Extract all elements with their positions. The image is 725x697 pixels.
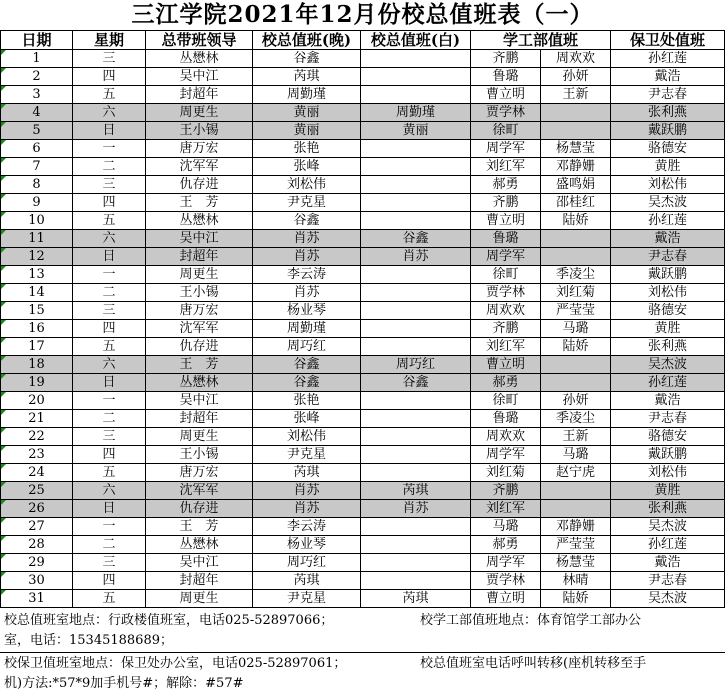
table-cell: 周更生 (146, 104, 253, 122)
table-cell: 丛懋林 (146, 374, 253, 392)
table-cell: 周欢欢 (471, 302, 541, 320)
table-cell: 孙红莲 (611, 374, 725, 392)
table-cell: 芮琪 (253, 464, 361, 482)
table-cell: 肖苏 (253, 284, 361, 302)
table-cell: 戴跃鹏 (611, 446, 725, 464)
table-row (1, 464, 725, 482)
table-row (1, 374, 725, 392)
table-cell: 黄丽 (253, 122, 361, 140)
table-cell: 刘红军 (471, 500, 541, 518)
table-cell: 五 (73, 212, 146, 230)
table-cell (541, 500, 611, 518)
table-cell: 周勤瑾 (253, 320, 361, 338)
table-row (1, 590, 725, 608)
table-cell: 王新 (541, 86, 611, 104)
note-call-forward: 校总值班室电话呼叫转移(座机转移至手 (420, 656, 647, 671)
table-cell: 黄胜 (611, 158, 725, 176)
table-cell: 四 (73, 446, 146, 464)
table-cell (361, 212, 471, 230)
table-cell: 三 (73, 554, 146, 572)
table-cell: 六 (73, 104, 146, 122)
table-cell: 唐万宏 (146, 464, 253, 482)
table-cell: 肖苏 (253, 230, 361, 248)
table-cell: 1 (1, 50, 73, 68)
table-cell: 郝勇 (471, 176, 541, 194)
table-cell: 曹立明 (471, 86, 541, 104)
table-row (1, 518, 725, 536)
table-cell: 一 (73, 518, 146, 536)
table-cell: 徐町 (471, 122, 541, 140)
table-cell: 6 (1, 140, 73, 158)
table-cell: 张峰 (253, 158, 361, 176)
note-student-affairs: 校学工部值班地点：体育馆学工部办公 (420, 613, 642, 628)
table-cell: 周欢欢 (471, 428, 541, 446)
table-cell: 邓静姗 (541, 518, 611, 536)
table-cell: 唐万宏 (146, 302, 253, 320)
table-cell: 周巧红 (253, 554, 361, 572)
table-cell: 芮琪 (361, 482, 471, 500)
table-cell: 20 (1, 392, 73, 410)
table-cell: 马璐 (541, 446, 611, 464)
table-cell: 尹志春 (611, 572, 725, 590)
table-cell: 周巧红 (253, 338, 361, 356)
table-cell (361, 86, 471, 104)
table-cell: 肖苏 (253, 500, 361, 518)
table-cell: 日 (73, 500, 146, 518)
table-cell (361, 194, 471, 212)
table-cell (361, 518, 471, 536)
table-cell (361, 392, 471, 410)
table-cell: 马璐 (471, 518, 541, 536)
table-cell: 封超年 (146, 572, 253, 590)
table-cell: 31 (1, 590, 73, 608)
table-cell: 杨慧莹 (541, 140, 611, 158)
table-cell: 12 (1, 248, 73, 266)
table-row (1, 572, 725, 590)
header-duty-night: 校总值班(晚) (253, 31, 361, 50)
table-cell: 张艳 (253, 140, 361, 158)
table-cell: 五 (73, 464, 146, 482)
table-cell: 二 (73, 410, 146, 428)
table-cell: 王新 (541, 428, 611, 446)
table-cell: 王 芳 (146, 518, 253, 536)
table-cell: 六 (73, 482, 146, 500)
table-cell: 28 (1, 536, 73, 554)
note-security-office: 校保卫值班室地点：保卫处办公室，电话025-52897061； (4, 656, 347, 671)
table-cell: 23 (1, 446, 73, 464)
table-cell: 林晴 (541, 572, 611, 590)
table-cell (361, 410, 471, 428)
table-cell (361, 428, 471, 446)
table-cell: 郝勇 (471, 374, 541, 392)
table-cell: 尹志春 (611, 86, 725, 104)
table-cell: 鲁璐 (471, 230, 541, 248)
table-cell: 25 (1, 482, 73, 500)
table-cell: 三 (73, 302, 146, 320)
table-cell: 周学军 (471, 446, 541, 464)
table-cell: 黄胜 (611, 482, 725, 500)
table-cell: 封超年 (146, 248, 253, 266)
table-row (1, 428, 725, 446)
table-cell: 张利燕 (611, 500, 725, 518)
table-cell: 张峰 (253, 410, 361, 428)
table-row (1, 500, 725, 518)
table-cell: 四 (73, 68, 146, 86)
table-cell: 唐万宏 (146, 140, 253, 158)
table-cell: 周勤瑾 (253, 86, 361, 104)
table-cell: 21 (1, 410, 73, 428)
table-cell (361, 446, 471, 464)
table-cell: 徐町 (471, 392, 541, 410)
table-row (1, 482, 725, 500)
note-duty-office (4, 611, 374, 651)
table-cell (361, 320, 471, 338)
table-cell: 吴中江 (146, 230, 253, 248)
table-cell: 谷鑫 (253, 374, 361, 392)
table-cell: 四 (73, 320, 146, 338)
table-row (1, 104, 725, 122)
table-cell: 严莹莹 (541, 302, 611, 320)
table-cell: 9 (1, 194, 73, 212)
table-cell: 22 (1, 428, 73, 446)
table-cell: 周更生 (146, 428, 253, 446)
table-cell: 10 (1, 212, 73, 230)
table-cell: 陆娇 (541, 212, 611, 230)
table-cell: 邵桂红 (541, 194, 611, 212)
table-cell: 三 (73, 50, 146, 68)
table-cell: 贾学林 (471, 284, 541, 302)
table-cell: 孙红莲 (611, 212, 725, 230)
note-duty-office-text: 校总值班室地点：行政楼值班室，电话025-52897066； (4, 613, 334, 628)
table-cell: 4 (1, 104, 73, 122)
table-cell (361, 536, 471, 554)
table-cell (361, 572, 471, 590)
note-call-forward-method: 机)方法:*57*9加手机号#；解除：#57# (4, 676, 244, 691)
table-cell: 19 (1, 374, 73, 392)
table-cell: 曹立明 (471, 590, 541, 608)
table-cell: 仇存进 (146, 176, 253, 194)
table-cell: 黄丽 (361, 122, 471, 140)
table-cell (361, 266, 471, 284)
header-security: 保卫处值班 (611, 31, 725, 50)
table-row (1, 248, 725, 266)
table-cell: 封超年 (146, 410, 253, 428)
table-cell: 吴杰波 (611, 518, 725, 536)
table-cell: 戴浩 (611, 554, 725, 572)
table-cell: 3 (1, 86, 73, 104)
table-cell (361, 158, 471, 176)
table-cell: 四 (73, 572, 146, 590)
table-cell (541, 104, 611, 122)
table-cell: 齐鹏 (471, 320, 541, 338)
table-cell (361, 464, 471, 482)
table-cell: 刘松伟 (611, 284, 725, 302)
table-cell: 16 (1, 320, 73, 338)
table-cell: 二 (73, 536, 146, 554)
table-cell: 王小锡 (146, 122, 253, 140)
table-cell: 仇存进 (146, 338, 253, 356)
table-cell: 周学军 (471, 248, 541, 266)
table-cell: 肖苏 (361, 500, 471, 518)
table-row (1, 158, 725, 176)
table-cell: 戴跃鹏 (611, 122, 725, 140)
table-cell: 五 (73, 590, 146, 608)
table-cell: 五 (73, 338, 146, 356)
table-cell (541, 482, 611, 500)
table-cell: 五 (73, 86, 146, 104)
table-cell: 戴浩 (611, 68, 725, 86)
table-cell: 吴中江 (146, 68, 253, 86)
header-weekday: 星期 (73, 31, 146, 50)
table-cell: 周学军 (471, 554, 541, 572)
table-cell: 一 (73, 266, 146, 284)
table-cell: 王 芳 (146, 194, 253, 212)
table-cell: 18 (1, 356, 73, 374)
table-cell: 孙妍 (541, 68, 611, 86)
table-cell: 24 (1, 464, 73, 482)
table-cell: 三 (73, 428, 146, 446)
page-title: 三江学院2021年12月份校总值班表（一） (131, 1, 594, 28)
table-cell: 周勤瑾 (361, 104, 471, 122)
table-cell: 芮琪 (361, 590, 471, 608)
table-cell: 贾学林 (471, 104, 541, 122)
header-student-affairs: 学工部值班 (471, 31, 611, 50)
table-row (1, 68, 725, 86)
table-cell: 沈军军 (146, 158, 253, 176)
table-cell: 谷鑫 (361, 230, 471, 248)
table-cell: 一 (73, 140, 146, 158)
table-row (1, 140, 725, 158)
table-cell: 戴浩 (611, 230, 725, 248)
table-row (1, 230, 725, 248)
table-cell: 谷鑫 (253, 212, 361, 230)
note-student-phone: 室，电话：15345188689； (4, 633, 173, 648)
table-cell: 丛懋林 (146, 50, 253, 68)
table-cell: 一 (73, 392, 146, 410)
table-cell (541, 356, 611, 374)
table-cell (361, 338, 471, 356)
table-cell: 谷鑫 (253, 356, 361, 374)
table-cell: 刘红军 (471, 338, 541, 356)
table-cell: 杨慧莹 (541, 554, 611, 572)
table-cell: 盛鸣娟 (541, 176, 611, 194)
table-row (1, 536, 725, 554)
table-cell: 仇存进 (146, 500, 253, 518)
table-cell: 肖苏 (253, 248, 361, 266)
table-row (1, 446, 725, 464)
table-cell: 鲁璐 (471, 68, 541, 86)
table-cell: 张利燕 (611, 338, 725, 356)
table-cell: 周巧红 (361, 356, 471, 374)
duty-schedule-table (0, 30, 725, 608)
table-cell: 刘红军 (471, 158, 541, 176)
table-cell: 吴中江 (146, 554, 253, 572)
table-cell: 周更生 (146, 266, 253, 284)
header-leader: 总带班领导 (146, 31, 253, 50)
table-cell (361, 176, 471, 194)
table-row (1, 338, 725, 356)
header-duty-day: 校总值班(白) (361, 31, 471, 50)
table-cell: 14 (1, 284, 73, 302)
table-cell: 周更生 (146, 590, 253, 608)
table-cell: 王小锡 (146, 446, 253, 464)
table-cell: 赵宁虎 (541, 464, 611, 482)
table-cell: 周学军 (471, 140, 541, 158)
table-cell (361, 554, 471, 572)
table-cell: 8 (1, 176, 73, 194)
table-cell: 11 (1, 230, 73, 248)
table-cell: 骆德安 (611, 140, 725, 158)
table-row (1, 356, 725, 374)
table-cell: 骆德安 (611, 428, 725, 446)
table-cell: 谷鑫 (361, 374, 471, 392)
table-cell: 四 (73, 194, 146, 212)
table-cell: 尹志春 (611, 410, 725, 428)
table-cell: 郝勇 (471, 536, 541, 554)
table-cell: 陆娇 (541, 590, 611, 608)
table-cell: 三 (73, 176, 146, 194)
table-cell (361, 68, 471, 86)
table-cell: 吴中江 (146, 392, 253, 410)
table-cell: 芮琪 (253, 572, 361, 590)
table-cell: 丛懋林 (146, 536, 253, 554)
table-cell: 13 (1, 266, 73, 284)
table-cell: 徐町 (471, 266, 541, 284)
table-cell: 15 (1, 302, 73, 320)
table-cell: 马璐 (541, 320, 611, 338)
table-cell: 李云涛 (253, 518, 361, 536)
table-cell: 二 (73, 158, 146, 176)
table-row (1, 302, 725, 320)
table-cell (361, 302, 471, 320)
table-cell: 沈军军 (146, 320, 253, 338)
table-cell: 芮琪 (253, 68, 361, 86)
table-cell: 杨业琴 (253, 302, 361, 320)
table-cell: 六 (73, 230, 146, 248)
table-cell: 刘红菊 (541, 284, 611, 302)
header-date: 日期 (1, 31, 73, 50)
table-cell: 黄丽 (253, 104, 361, 122)
table-cell: 张艳 (253, 392, 361, 410)
table-cell: 齐鹏 (471, 194, 541, 212)
table-cell: 谷鑫 (253, 50, 361, 68)
table-cell: 鲁璐 (471, 410, 541, 428)
table-cell: 陆娇 (541, 338, 611, 356)
table-cell: 日 (73, 374, 146, 392)
table-row (1, 176, 725, 194)
table-cell: 齐鹏 (471, 482, 541, 500)
table-cell: 李云涛 (253, 266, 361, 284)
table-cell: 骆德安 (611, 302, 725, 320)
table-cell: 26 (1, 500, 73, 518)
table-cell: 30 (1, 572, 73, 590)
table-cell: 邓静姗 (541, 158, 611, 176)
table-cell: 严莹莹 (541, 536, 611, 554)
table-cell: 日 (73, 122, 146, 140)
table-cell: 沈军军 (146, 482, 253, 500)
table-row (1, 86, 725, 104)
table-cell: 二 (73, 284, 146, 302)
table-row (1, 122, 725, 140)
table-cell (541, 374, 611, 392)
table-cell: 孙红莲 (611, 536, 725, 554)
table-cell: 2 (1, 68, 73, 86)
table-cell: 27 (1, 518, 73, 536)
table-header-row (1, 31, 725, 50)
table-cell: 封超年 (146, 86, 253, 104)
table-cell: 王小锡 (146, 284, 253, 302)
table-cell: 周欢欢 (541, 50, 611, 68)
table-cell: 曹立明 (471, 212, 541, 230)
table-cell: 丛懋林 (146, 212, 253, 230)
table-cell: 吴杰波 (611, 590, 725, 608)
table-cell: 杨业琴 (253, 536, 361, 554)
table-cell: 孙红莲 (611, 50, 725, 68)
table-cell: 日 (73, 248, 146, 266)
table-cell: 王 芳 (146, 356, 253, 374)
table-row (1, 212, 725, 230)
divider (0, 652, 725, 653)
table-cell: 7 (1, 158, 73, 176)
table-row (1, 284, 725, 302)
table-cell: 刘红菊 (471, 464, 541, 482)
table-cell: 17 (1, 338, 73, 356)
table-cell (361, 284, 471, 302)
table-cell: 尹克星 (253, 590, 361, 608)
table-cell: 刘松伟 (253, 176, 361, 194)
table-cell: 刘松伟 (611, 176, 725, 194)
table-cell: 季凌尘 (541, 266, 611, 284)
table-row (1, 320, 725, 338)
notes-section (0, 611, 725, 697)
table-cell (361, 50, 471, 68)
table-row (1, 194, 725, 212)
table-row (1, 266, 725, 284)
table-cell: 六 (73, 356, 146, 374)
table-cell: 肖苏 (253, 482, 361, 500)
table-cell: 刘松伟 (611, 464, 725, 482)
table-cell: 尹克星 (253, 446, 361, 464)
table-cell: 吴杰波 (611, 194, 725, 212)
table-row (1, 392, 725, 410)
table-cell: 尹志春 (611, 248, 725, 266)
table-cell: 孙妍 (541, 392, 611, 410)
table-cell: 5 (1, 122, 73, 140)
table-cell: 吴杰波 (611, 356, 725, 374)
table-cell: 肖苏 (361, 248, 471, 266)
table-row (1, 554, 725, 572)
table-cell (541, 122, 611, 140)
table-cell: 戴浩 (611, 392, 725, 410)
table-cell: 刘松伟 (253, 428, 361, 446)
table-cell: 齐鹏 (471, 50, 541, 68)
table-cell: 尹克星 (253, 194, 361, 212)
table-cell: 贾学林 (471, 572, 541, 590)
table-cell (361, 140, 471, 158)
table-cell (541, 248, 611, 266)
table-cell: 曹立明 (471, 356, 541, 374)
table-cell: 张利燕 (611, 104, 725, 122)
table-cell: 黄胜 (611, 320, 725, 338)
table-row (1, 50, 725, 68)
table-cell: 29 (1, 554, 73, 572)
table-cell: 戴跃鹏 (611, 266, 725, 284)
table-cell: 季凌尘 (541, 410, 611, 428)
table-cell (541, 230, 611, 248)
table-row (1, 410, 725, 428)
